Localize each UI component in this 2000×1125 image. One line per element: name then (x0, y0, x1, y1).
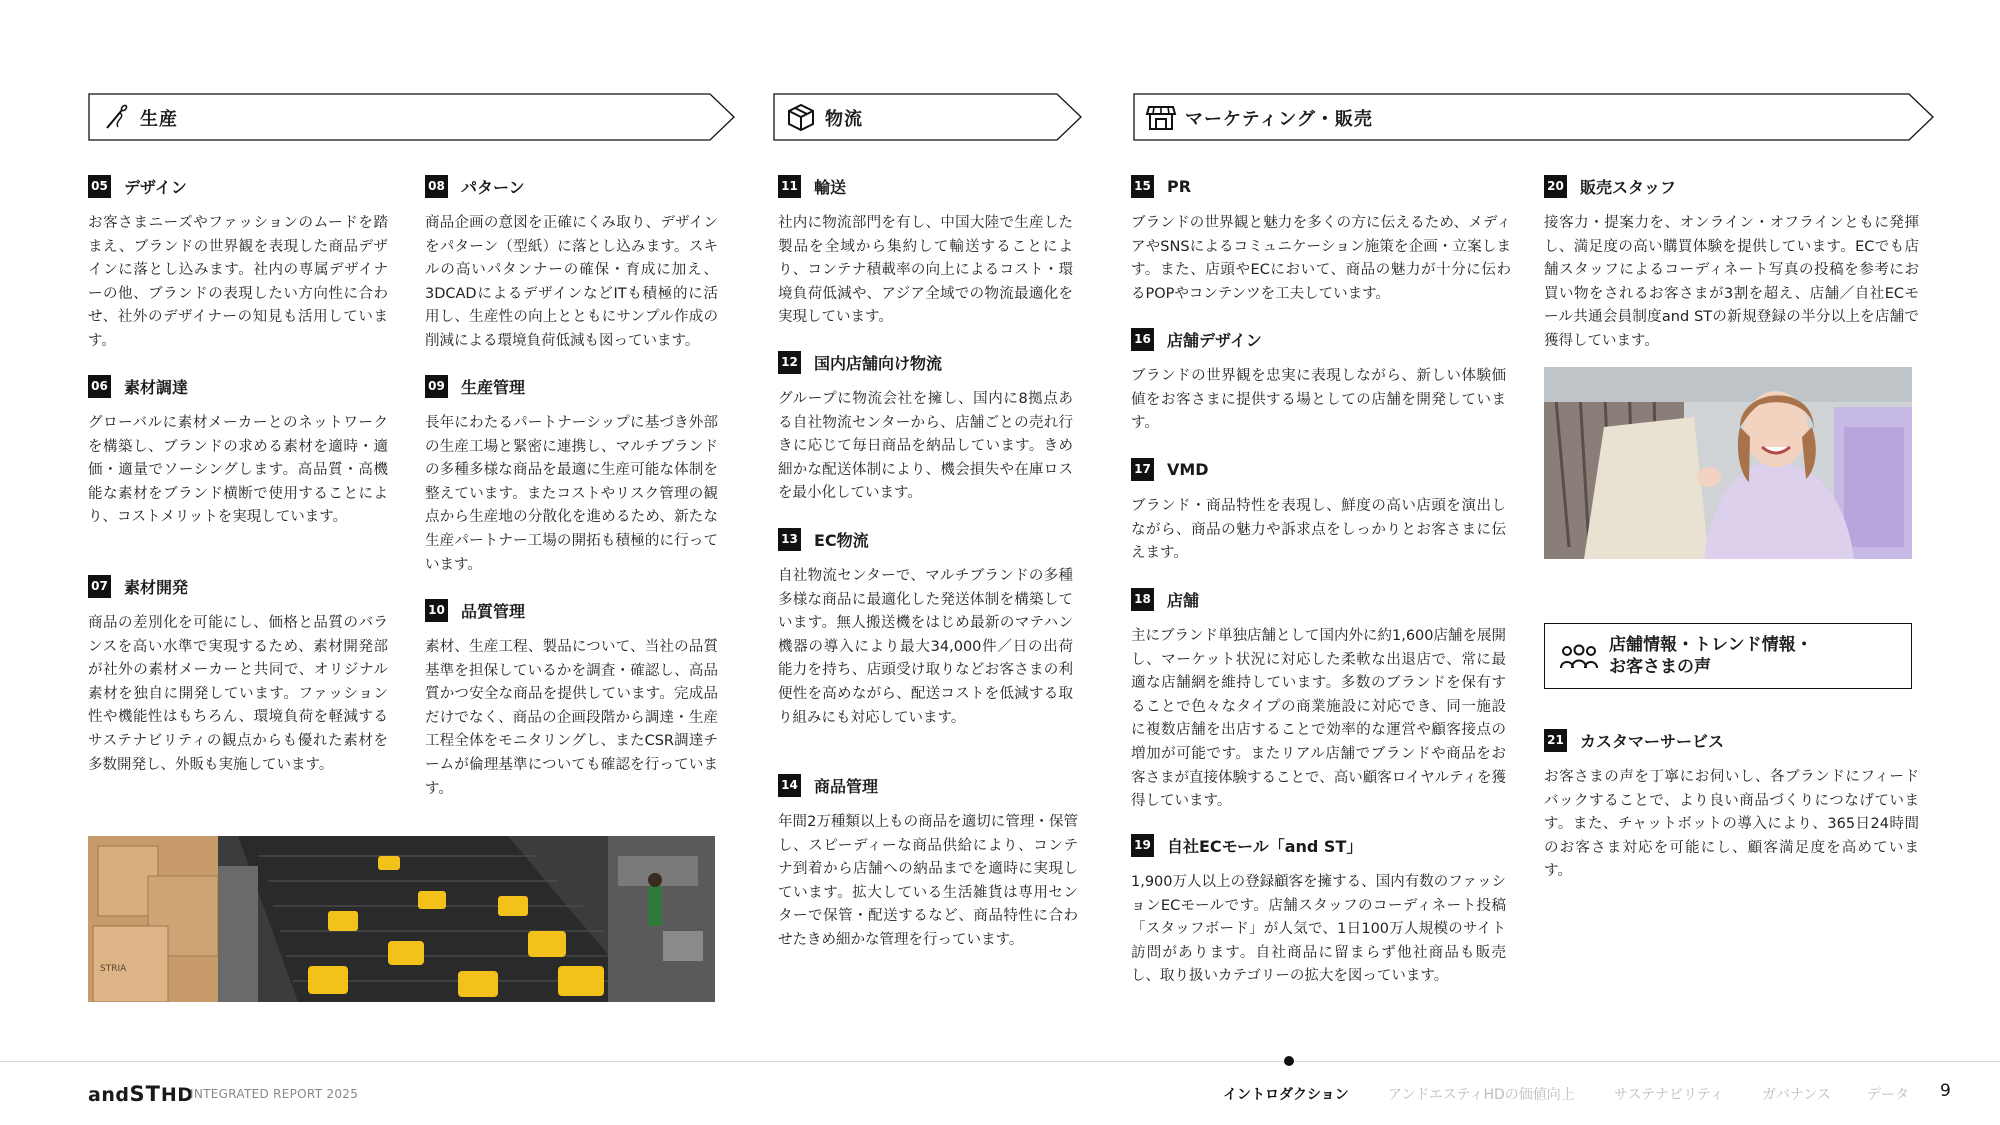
item-body: 年間2万種類以上もの商品を適切に管理・保管し、スピーディーな商品供給により、コンテナ到着から店舗への納品までを適時に実現しています。拡大している生活雑貨は専用センターで保管・配送するなど、商品特性に合わせたきめ細かな管理を行っています。 (778, 814, 1078, 948)
store-trend-voice-box (1544, 623, 1912, 689)
logo-hd: HD (160, 1084, 194, 1106)
item-title: PR (1167, 176, 1192, 196)
people-group-icon (1559, 644, 1599, 670)
item-title: 店舗 (1167, 590, 1200, 610)
banner-label: マーケティング・販売 (1185, 109, 1373, 130)
item-title: 素材調達 (124, 377, 189, 397)
staff-illustration (1544, 367, 1912, 559)
item-number-badge: 15 (1131, 175, 1154, 198)
item-merchandise-management (778, 773, 1078, 953)
banner-production (88, 93, 736, 141)
banner-arrow-outline (773, 93, 1083, 141)
item-domestic-store-logistics (778, 350, 1073, 506)
item-title: 販売スタッフ (1580, 177, 1677, 197)
item-number-badge: 06 (88, 375, 111, 398)
item-body: グローバルに素材メーカーとのネットワークを構築し、ブランドの求める素材を適時・適価・適量でソーシングします。高品質・高機能な素材をブランド横断で使用することにより、コストメリットを実現しています。 (88, 415, 388, 526)
item-pr (1131, 174, 1511, 306)
banner-label: 物流 (825, 109, 863, 130)
item-number-badge: 17 (1131, 458, 1154, 481)
sales-staff-photo (1544, 367, 1912, 559)
item-store-design (1131, 327, 1506, 436)
item-number-badge: 14 (778, 774, 801, 797)
banner-arrow-outline (88, 93, 736, 141)
item-title: 国内店舗向け物流 (814, 353, 943, 373)
item-body: 主にブランド単独店舗として国内外に約1,600店舗を展開し、マーケット状況に対応した柔軟な出退店で、常に最適な店舗網を維持しています。多数のブランドを保有することで色々なタイプの商業施設に対応でき、同一施設に複数店舗を出店することで効率的な運営や顧客接点の増加が可能です。またリアル店舗でブランドや商品をお客さまが直接体験することで、高い顧客ロイヤルティを獲得しています。 (1131, 628, 1507, 810)
logo-and: and (88, 1084, 130, 1106)
active-section-indicator (1284, 1056, 1294, 1066)
item-title: 店舗デザイン (1167, 330, 1262, 350)
item-body: ブランド・商品特性を表現し、鮮度の高い店頭を演出しながら、商品の魅力や訴求点をしっかりとお客さまに伝えます。 (1131, 498, 1506, 562)
page-number: 9 (1940, 1081, 1951, 1101)
item-number-badge: 11 (778, 175, 801, 198)
nav-sustainability[interactable]: サステナビリティ (1614, 1087, 1724, 1103)
item-body: 接客力・提案力を、オンライン・オフラインともに発揮し、満足度の高い購買体験を提供しています。ECでも店舗スタッフによるコーディネート写真の投稿を参考にお買い物をされるお客さまが3割を超え、店舗／自社ECモール共通会員制度and STの新規登録の半分以上を店舗で獲得しています。 (1544, 215, 1919, 349)
item-number-badge: 07 (88, 575, 111, 598)
info-box-line-2: お客さまの声 (1609, 657, 1711, 677)
item-own-ec-mall (1131, 833, 1506, 989)
item-title: 生産管理 (461, 377, 526, 397)
item-title: 自社ECモール「and ST」 (1167, 836, 1363, 856)
item-body: お客さまの声を丁寧にお伺いし、各ブランドにフィードバックすることで、より良い商品づくりにつなげています。また、チャットボットの導入により、365日24時間のお客さま対応を可能にし、顧客満足度を高めています。 (1544, 769, 1919, 880)
item-body: ブランドの世界観と魅力を多くの方に伝えるため、メディアやSNSによるコミュニケーション施策を企画・立案します。また、店頭やECにおいて、商品の魅力が十分に伝わるPOPやコンテンツを工夫しています。 (1131, 215, 1511, 302)
logo-st: ST (129, 1082, 161, 1106)
item-ec-logistics (778, 527, 1073, 730)
item-vmd (1131, 457, 1506, 566)
item-number-badge: 12 (778, 351, 801, 374)
item-pattern (425, 174, 718, 354)
item-body: グループに物流会社を擁し、国内に8拠点ある自社物流センターから、店舗ごとの売れ行きに応じて毎日商品を納品しています。きめ細かな配送体制により、機会損失や在庫ロスを最小化しています。 (778, 391, 1073, 502)
item-title: VMD (1167, 459, 1209, 479)
report-title: INTEGRATED REPORT 2025 (190, 1087, 359, 1101)
item-number-badge: 16 (1131, 328, 1154, 351)
nav-value-enhancement[interactable]: アンドエスティHDの価値向上 (1388, 1087, 1575, 1103)
footer-divider (0, 1061, 2000, 1062)
item-number-badge: 13 (778, 528, 801, 551)
item-number-badge: 21 (1544, 729, 1567, 752)
item-title: デザイン (124, 177, 187, 197)
storefront-icon (1145, 101, 1177, 133)
box-icon (785, 101, 817, 133)
item-number-badge: 05 (88, 175, 111, 198)
item-number-badge: 20 (1544, 175, 1567, 198)
item-body: ブランドの世界観を忠実に表現しながら、新しい体験価値をお客さまに提供する場としての店舗を開発しています。 (1131, 368, 1506, 432)
item-title: 商品管理 (814, 776, 879, 796)
item-title: 素材開発 (124, 577, 189, 597)
item-number-badge: 18 (1131, 588, 1154, 611)
item-sales-staff (1544, 174, 1919, 354)
item-title: パターン (461, 177, 525, 197)
needle-icon (100, 101, 132, 133)
banner-marketing (1133, 93, 1935, 141)
item-body: 商品の差別化を可能にし、価格と品質のバランスを高い水準で実現するため、素材開発部が社外の素材メーカーと共同で、オリジナル素材を独自に開発しています。ファッション性や機能性はもちろん、環境負荷を軽減するサステナビリティの観点からも優れた素材を多数開発し、外販も実施しています。 (88, 615, 388, 773)
company-logo[interactable] (88, 1082, 194, 1106)
item-material-development (88, 574, 388, 777)
banner-logistics (773, 93, 1083, 141)
item-body: 素材、生産工程、製品について、当社の品質基準を担保しているかを調査・確認し、高品質かつ安全な商品を提供しています。完成品だけでなく、商品の企画段階から調達・生産工程全体をモニタリングし、またCSR調達チームが倫理基準についても確認を行っています。 (425, 639, 718, 797)
warehouse-illustration (88, 836, 715, 1002)
item-design (88, 174, 388, 354)
item-body: お客さまニーズやファッションのムードを踏まえ、ブランドの世界観を表現した商品デザインに落とし込みます。社内の専属デザイナーの他、ブランドの表現したい方向性に合わせ、社外のデザイナーの知見も活用しています。 (88, 215, 388, 349)
warehouse-photo (88, 836, 715, 1002)
item-number-badge: 19 (1131, 834, 1154, 857)
nav-data[interactable]: データ (1867, 1087, 1909, 1103)
item-body: 長年にわたるパートナーシップに基づき外部の生産工場と緊密に連携し、マルチブランドの多種多様な商品を最適に生産可能な体制を整えています。またコストやリスク管理の観点から生産地の分散化を進めるため、新たな生産パートナー工場の開拓も積極的に行っています。 (425, 415, 718, 573)
item-number-badge: 10 (425, 599, 448, 622)
nav-governance[interactable]: ガバナンス (1762, 1087, 1831, 1103)
item-body: 自社物流センターで、マルチブランドの多種多様な商品に最適化した発送体制を構築しています。無人搬送機をはじめ最新のマテハン機器の導入により最大34,000件／日の出荷能力を持ち、店頭受け取りなどお客さまの利便性を高めながら、配送コストを低減する取り組みにも対応しています。 (778, 568, 1073, 726)
item-body: 1,900万人以上の登録顧客を擁する、国内有数のファッションECモールです。店舗スタッフのコーディネート投稿「スタッフボード」が人気で、1日100万人規模のサイト訪問があります。自社商品に留まらず他社商品も販売し、取り扱いカテゴリーの拡大を図っています。 (1131, 874, 1506, 985)
banner-label: 生産 (140, 109, 178, 130)
item-body: 商品企画の意図を正確にくみ取り、デザインをパターン（型紙）に落とし込みます。スキルの高いパタンナーの確保・育成に加え、3DCADによるデザインなどITも積極的に活用し、生産性の向上とともにサンプル作成の削減による環境負荷低減も図っています。 (425, 215, 718, 349)
item-title: 品質管理 (461, 601, 526, 621)
nav-introduction[interactable]: イントロダクション (1223, 1087, 1349, 1103)
item-stores (1131, 587, 1506, 814)
item-material-sourcing (88, 374, 388, 530)
info-box-line-1: 店舗情報・トレンド情報・ (1609, 635, 1813, 655)
item-number-badge: 09 (425, 375, 448, 398)
item-title: カスタマーサービス (1580, 731, 1725, 751)
item-number-badge: 08 (425, 175, 448, 198)
item-quality-control (425, 598, 718, 801)
info-box-text (1609, 634, 1813, 678)
item-production-management (425, 374, 718, 577)
item-transport (778, 174, 1073, 330)
box-label: STRIA (100, 964, 127, 974)
item-customer-service (1544, 728, 1919, 884)
item-title: EC物流 (814, 530, 869, 550)
item-body: 社内に物流部門を有し、中国大陸で生産した製品を全域から集約して輸送することにより、コンテナ積載率の向上によるコスト・環境負荷低減や、アジア全域での物流最適化を実現しています。 (778, 215, 1073, 326)
item-title: 輸送 (814, 177, 847, 197)
